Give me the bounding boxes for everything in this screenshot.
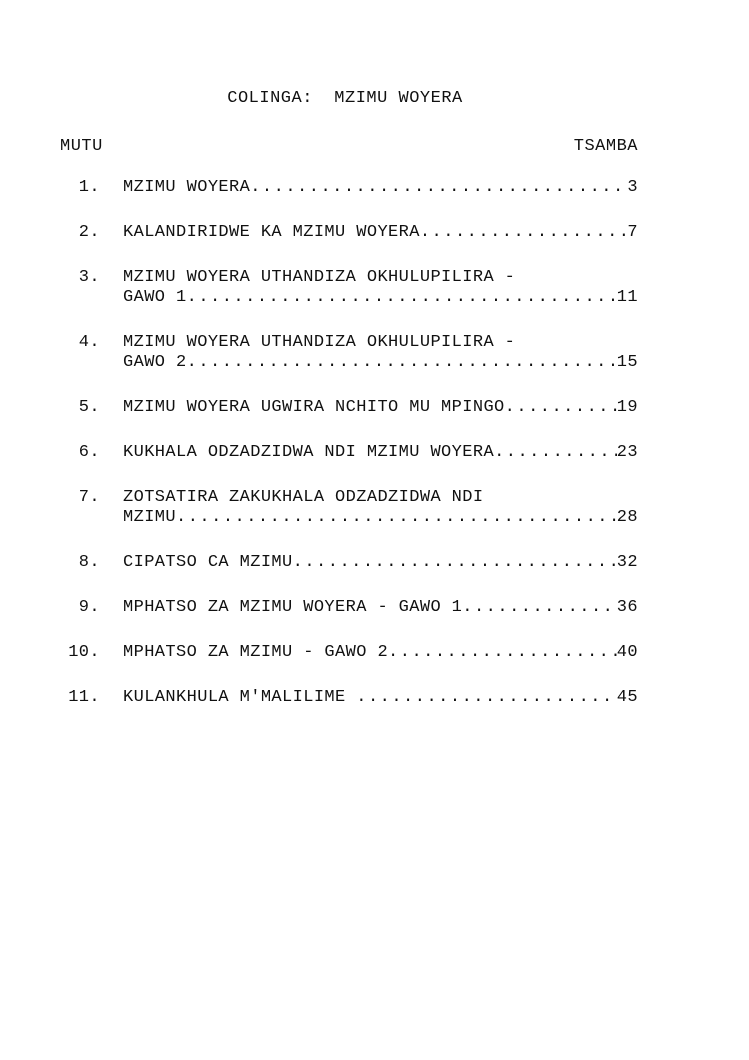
toc-entry-3 <box>0 268 749 308</box>
toc-entry-11 <box>0 688 749 708</box>
entry-page: 32 <box>616 553 638 572</box>
entry-page: 11 <box>616 288 638 307</box>
entry-title: GAWO 2 <box>123 353 187 372</box>
leader-dots <box>293 553 617 573</box>
entry-title-line: ZOTSATIRA ZAKUKHALA ODZADZIDWA NDI <box>123 488 484 507</box>
entry-title-line: MZIMU WOYERA UTHANDIZA OKHULUPILIRA - <box>123 333 516 352</box>
entry-number: 10. <box>68 643 100 662</box>
entry-title: KULANKHULA M'MALILIME <box>123 688 357 707</box>
entry-page: 23 <box>616 443 638 462</box>
entry-number: 9. <box>78 598 100 617</box>
entry-title: KUKHALA ODZADZIDWA NDI MZIMU WOYERA <box>123 443 495 462</box>
toc-entry-8 <box>0 553 749 573</box>
leader-dots <box>356 688 617 708</box>
entry-title: MZIMU WOYERA UGWIRA NCHITO MU MPINGO <box>123 398 505 417</box>
entry-title: MPHATSO ZA MZIMU - GAWO 2 <box>123 643 389 662</box>
entry-title: GAWO 1 <box>123 288 187 307</box>
leader-dots <box>187 288 617 308</box>
entry-number: 3. <box>78 268 100 287</box>
entry-number: 6. <box>78 443 100 462</box>
entry-title: KALANDIRIDWE KA MZIMU WOYERA <box>123 223 420 242</box>
entry-number: 5. <box>78 398 100 417</box>
toc-entry-2 <box>0 223 749 243</box>
entry-page: 19 <box>616 398 638 417</box>
leader-dots <box>250 178 627 198</box>
entry-number: 1. <box>78 178 100 197</box>
entry-page: 7 <box>627 223 638 242</box>
toc-entry-7 <box>0 488 749 528</box>
entry-number: 2. <box>78 223 100 242</box>
entry-title-line: MZIMU WOYERA UTHANDIZA OKHULUPILIRA - <box>123 268 516 287</box>
leader-dots <box>505 398 617 418</box>
page-column-header: TSAMBA <box>573 137 638 156</box>
entry-page: 3 <box>627 178 638 197</box>
entry-number: 7. <box>78 488 100 507</box>
entry-page: 45 <box>616 688 638 707</box>
entry-page: 15 <box>616 353 638 372</box>
entry-number: 8. <box>78 553 100 572</box>
leader-dots <box>462 598 617 618</box>
leader-dots <box>494 443 617 463</box>
table-of-contents <box>0 178 749 733</box>
entry-page: 40 <box>616 643 638 662</box>
toc-entry-5 <box>0 398 749 418</box>
entry-page: 28 <box>616 508 638 527</box>
entry-title: MZIMU WOYERA <box>123 178 251 197</box>
entry-title: MPHATSO ZA MZIMU WOYERA - GAWO 1 <box>123 598 463 617</box>
leader-dots <box>388 643 617 663</box>
chapter-column-header: MUTU <box>60 137 103 156</box>
document-title: COLINGA: MZIMU WOYERA <box>227 89 463 108</box>
entry-number: 4. <box>78 333 100 352</box>
toc-entry-9 <box>0 598 749 618</box>
toc-entry-4 <box>0 333 749 373</box>
leader-dots <box>420 223 628 243</box>
entry-number: 11. <box>68 688 100 707</box>
toc-entry-1 <box>0 178 749 198</box>
entry-title: MZIMU <box>123 508 177 527</box>
leader-dots <box>187 353 617 373</box>
toc-entry-6 <box>0 443 749 463</box>
entry-title: CIPATSO CA MZIMU <box>123 553 293 572</box>
entry-page: 36 <box>616 598 638 617</box>
toc-entry-10 <box>0 643 749 663</box>
leader-dots <box>176 508 617 528</box>
